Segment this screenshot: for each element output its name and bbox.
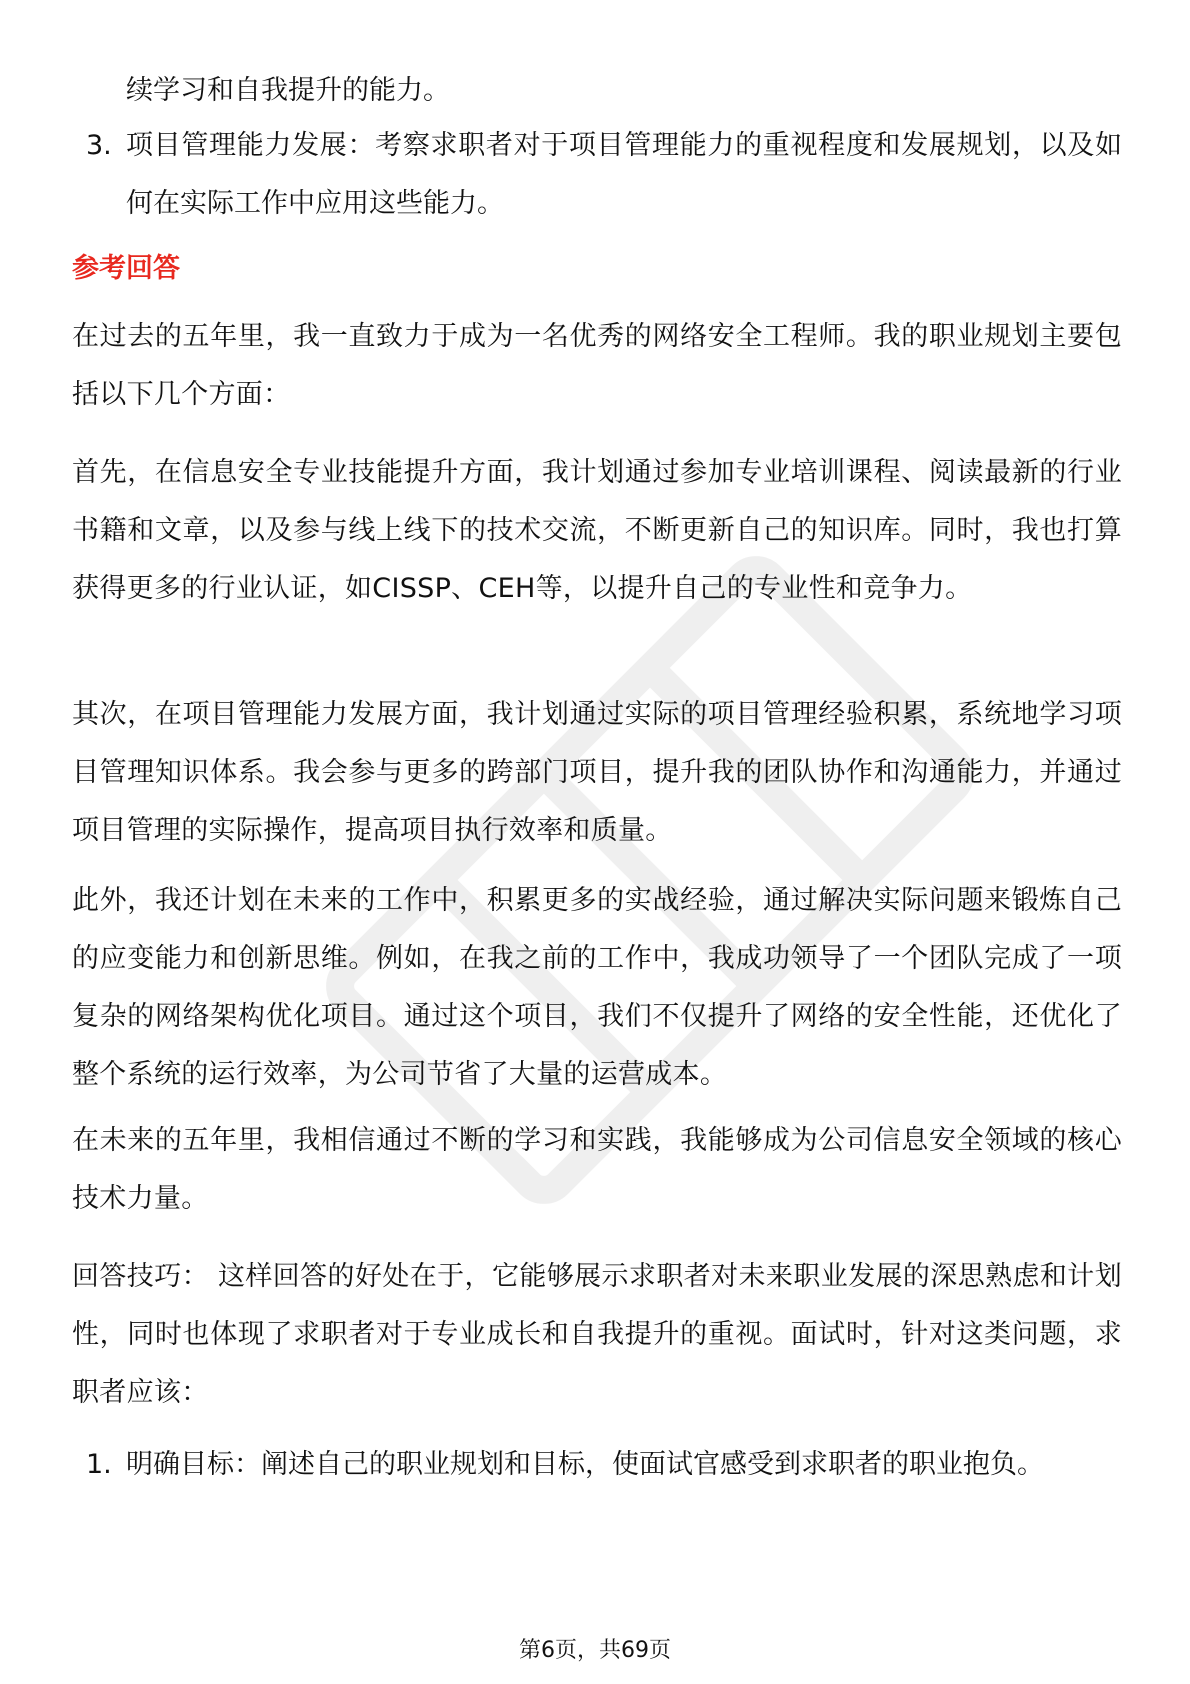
paragraph: 回答技巧： 这样回答的好处在于，它能够展示求职者对未来职业发展的深思熟虑和计划性，同时也体现了求职者对于专业成长和自我提升的重视。面试时，针对这类问题，求职者应该： <box>72 1261 1122 1408</box>
paragraph: 在过去的五年里，我一直致力于成为一名优秀的网络安全工程师。我的职业规划主要包括以下几个方面： <box>72 321 1122 410</box>
paragraph: 此外，我还计划在未来的工作中，积累更多的实战经验，通过解决实际问题来锻炼自己的应变能力和创新思维。例如，在我之前的工作中，我成功领导了一个团队完成了一项复杂的网络架构优化项目。通过这个项目，我们不仅提升了网络的安全性能，还优化了整个系统的运行效率，为公司节省了大量的运营成本。 <box>72 885 1122 1090</box>
paragraph: 首先，在信息安全专业技能提升方面，我计划通过参加专业培训课程、阅读最新的行业书籍和文章，以及参与线上线下的技术交流，不断更新自己的知识库。同时，我也打算获得更多的行业认证，如CISSP、CEH等，以提升自己的专业性和竞争力。 <box>72 457 1122 604</box>
page-footer: 第6页，共69页 <box>519 1638 671 1663</box>
continuation-text: 续学习和自我提升的能力。 <box>126 75 450 106</box>
section-heading: 参考回答 <box>72 253 180 284</box>
list-item-text: 项目管理能力发展：考察求职者对于项目管理能力的重视程度和发展规划，以及如何在实际工作中应用这些能力。 <box>126 130 1122 219</box>
list-item <box>72 1436 1122 1494</box>
paragraph: 其次，在项目管理能力发展方面，我计划通过实际的项目管理经验积累，系统地学习项目管理知识体系。我会参与更多的跨部门项目，提升我的团队协作和沟通能力，并通过项目管理的实际操作，提高项目执行效率和质量。 <box>72 699 1122 846</box>
list-item-number: 1. <box>86 1449 112 1480</box>
list-item <box>72 117 1122 233</box>
paragraph: 在未来的五年里，我相信通过不断的学习和实践，我能够成为公司信息安全领域的核心技术力量。 <box>72 1125 1122 1214</box>
continuation-text-block <box>72 62 1122 120</box>
list-item-number: 3. <box>86 130 112 161</box>
list-item-text: 明确目标：阐述自己的职业规划和目标，使面试官感受到求职者的职业抱负。 <box>126 1449 1044 1480</box>
